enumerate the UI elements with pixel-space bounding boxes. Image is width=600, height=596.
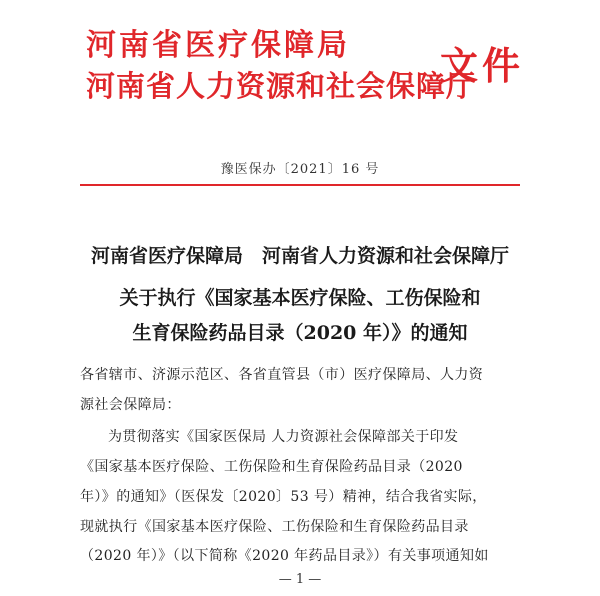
title-line-2: 关于执行《国家基本医疗保险、工伤保险和 [119, 287, 481, 309]
paragraph-line-5: （2020 年）》（以下简称《2020 年药品目录》）有关事项通知如 [80, 548, 489, 564]
red-divider [80, 184, 520, 186]
addressee-line-2: 源社会保障局： [80, 397, 181, 413]
document-type-label: 文件 [440, 43, 525, 88]
page-number: — 1 — [278, 572, 322, 587]
document-number: 豫医保办〔2021〕16 号 [220, 162, 380, 177]
title-line-3: 生育保险药品目录（2020 年）》的通知 [132, 322, 468, 344]
paragraph-line-4: 现就执行《国家基本医疗保险、工伤保险和生育保险药品目录 [80, 519, 469, 535]
paragraph-line-1: 为贯彻落实《国家医保局 人力资源社会保障部关于印发 [108, 429, 459, 445]
title-line-1: 河南省医疗保障局 河南省人力资源和社会保障厅 [90, 245, 509, 267]
paragraph-line-2: 《国家基本医疗保险、工伤保险和生育保险药品目录（2020 [80, 459, 463, 475]
addressee-line-1: 各省辖市、济源示范区、各省直管县（市）医疗保障局、人力资 [80, 367, 484, 383]
issuer-name-human-resources: 河南省人力资源和社会保障厅 [86, 69, 477, 103]
issuer-name-medical-security: 河南省医疗保障局 [86, 28, 350, 63]
paragraph-line-3: 年）》的通知》（医保发〔2020〕53 号）精神，结合我省实际， [80, 489, 487, 505]
